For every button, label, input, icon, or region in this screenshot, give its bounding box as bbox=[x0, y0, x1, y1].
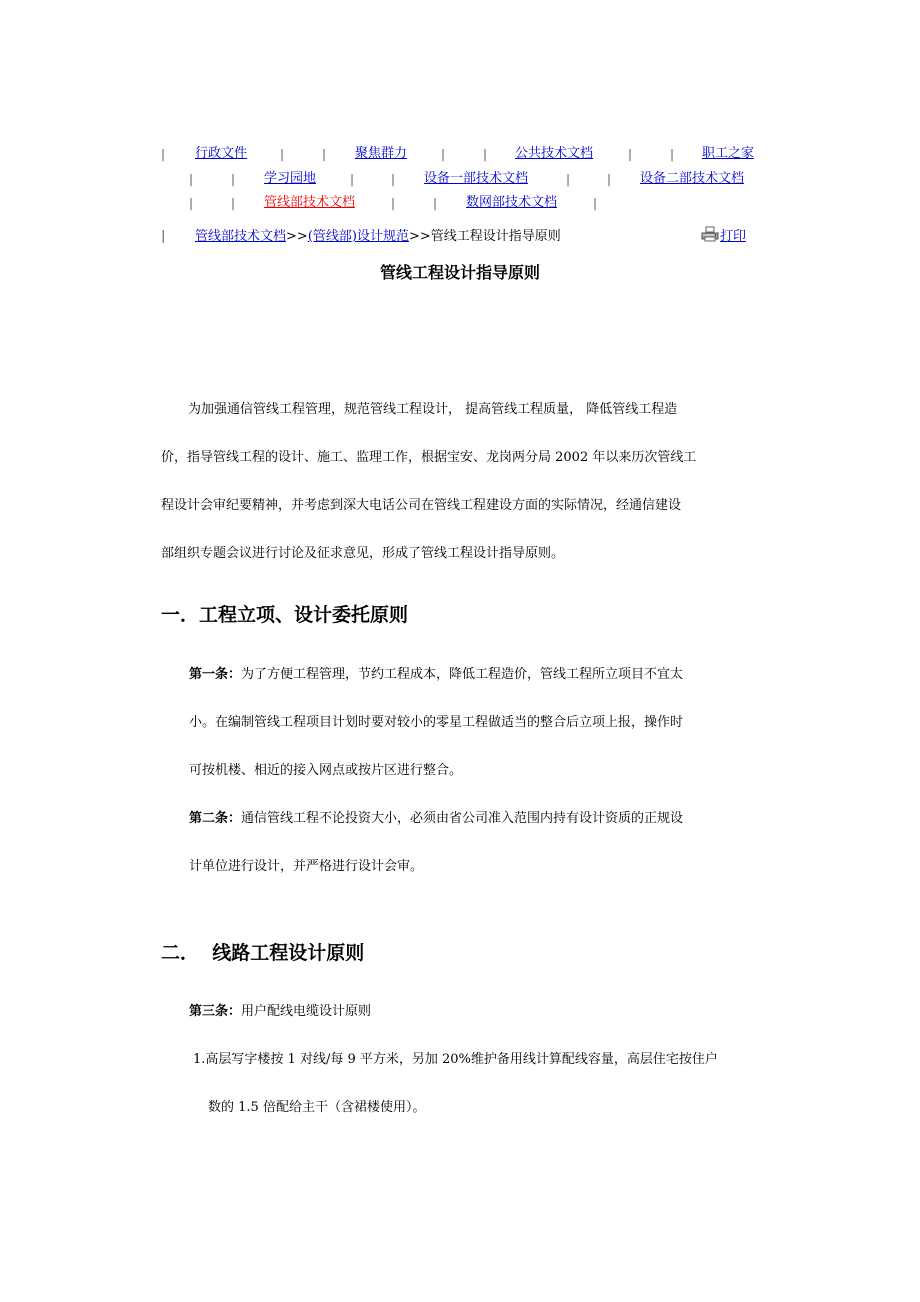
nav-separator: | bbox=[483, 147, 488, 161]
nav-link-pipeline-dept-docs[interactable]: 管线部技术文档 bbox=[264, 195, 356, 210]
list-item-line-2: 数的 1.5 倍配给主干（含裙楼使用）。 bbox=[208, 1100, 426, 1115]
breadcrumb bbox=[195, 228, 561, 246]
nav-separator: | bbox=[670, 147, 675, 161]
nav-separator: | bbox=[566, 172, 571, 186]
page-title: 管线工程设计指导原则 bbox=[379, 263, 540, 282]
list-item-text: 高层写字楼按 1 对线/每 9 平方米，另加 20%维护备用线计算配线容量，高层住宅按住户 bbox=[205, 1052, 718, 1067]
list-number: 1. bbox=[193, 1052, 206, 1067]
intro-line-1: 为加强通信管线工程管理，规范管线工程设计， 提高管线工程质量， 降低管线工程造 bbox=[188, 402, 678, 417]
nav-separator: | bbox=[231, 196, 236, 210]
nav-separator: | bbox=[441, 147, 446, 161]
list-item bbox=[193, 1051, 718, 1069]
article-1-line-1 bbox=[189, 666, 683, 684]
article-1-line-3: 可按机楼、相近的接入网点或按片区进行整合。 bbox=[189, 763, 463, 778]
article-1-line-2: 小。在编制管线工程项目计划时要对较小的零星工程做适当的整合后立项上报，操作时 bbox=[189, 715, 684, 730]
nav-link-staff-home[interactable]: 职工之家 bbox=[702, 146, 755, 161]
article-2-label: 第二条： bbox=[189, 811, 242, 826]
article-3-label: 第三条： bbox=[189, 1004, 242, 1019]
nav-separator: | bbox=[607, 172, 612, 186]
nav-link-public-tech-docs[interactable]: 公共技术文档 bbox=[515, 146, 594, 161]
nav-separator: | bbox=[391, 172, 396, 186]
nav-separator: | bbox=[350, 172, 355, 186]
article-3-text: 用户配线电缆设计原则 bbox=[241, 1004, 372, 1019]
intro-line-2: 价，指导管线工程的设计、施工、监理工作，根据宝安、龙岗两分局 2002 年以来历次管线工 bbox=[161, 450, 697, 465]
section-heading-2: 二． 线路工程设计原则 bbox=[161, 942, 365, 964]
nav-link-admin-files[interactable]: 行政文件 bbox=[195, 146, 248, 161]
nav-separator: | bbox=[189, 172, 194, 186]
nav-separator: | bbox=[280, 147, 285, 161]
nav-link-learning[interactable]: 学习园地 bbox=[264, 171, 317, 186]
nav-link-equipment-dept2-docs[interactable]: 设备二部技术文档 bbox=[640, 171, 745, 186]
breadcrumb-separator: | bbox=[161, 229, 166, 244]
section-heading-1: 一．工程立项、设计委托原则 bbox=[161, 604, 409, 626]
breadcrumb-arrow: >> bbox=[286, 229, 308, 244]
print-link[interactable]: 打印 bbox=[720, 229, 747, 244]
nav-separator: | bbox=[161, 147, 166, 161]
print-button[interactable] bbox=[701, 226, 746, 246]
nav-separator: | bbox=[628, 147, 633, 161]
nav-separator: | bbox=[231, 172, 236, 186]
breadcrumb-link-pipeline-docs[interactable]: 管线部技术文档 bbox=[195, 229, 287, 244]
intro-line-4: 部组织专题会议进行讨论及征求意见，形成了管线工程设计指导原则。 bbox=[161, 546, 565, 561]
breadcrumb-link-design-standards[interactable]: (管线部)设计规范 bbox=[307, 229, 409, 244]
nav-link-focus[interactable]: 聚焦群力 bbox=[355, 146, 408, 161]
article-2-line-2: 计单位进行设计，并严格进行设计会审。 bbox=[189, 859, 424, 874]
nav-separator: | bbox=[322, 147, 327, 161]
nav-link-data-network-docs[interactable]: 数网部技术文档 bbox=[466, 195, 558, 210]
article-1-text: 为了方便工程管理，节约工程成本，降低工程造价，管线工程所立项目不宜太 bbox=[241, 667, 684, 682]
breadcrumb-current: 管线工程设计指导原则 bbox=[430, 229, 561, 244]
article-3-line bbox=[189, 1003, 371, 1021]
nav-separator: | bbox=[593, 196, 598, 210]
article-2-line-1 bbox=[189, 810, 683, 828]
nav-separator: | bbox=[391, 196, 396, 210]
nav-separator: | bbox=[433, 196, 438, 210]
intro-line-3: 程设计会审纪要精神，并考虑到深大电话公司在管线工程建设方面的实际情况，经通信建设 bbox=[161, 498, 682, 513]
nav-link-equipment-dept1-docs[interactable]: 设备一部技术文档 bbox=[424, 171, 529, 186]
breadcrumb-arrow: >> bbox=[408, 229, 431, 244]
article-1-label: 第一条： bbox=[189, 667, 242, 682]
printer-icon bbox=[701, 226, 719, 242]
nav-separator: | bbox=[189, 196, 194, 210]
article-2-text: 通信管线工程不论投资大小，必须由省公司准入范围内持有设计资质的正规设 bbox=[241, 811, 684, 826]
